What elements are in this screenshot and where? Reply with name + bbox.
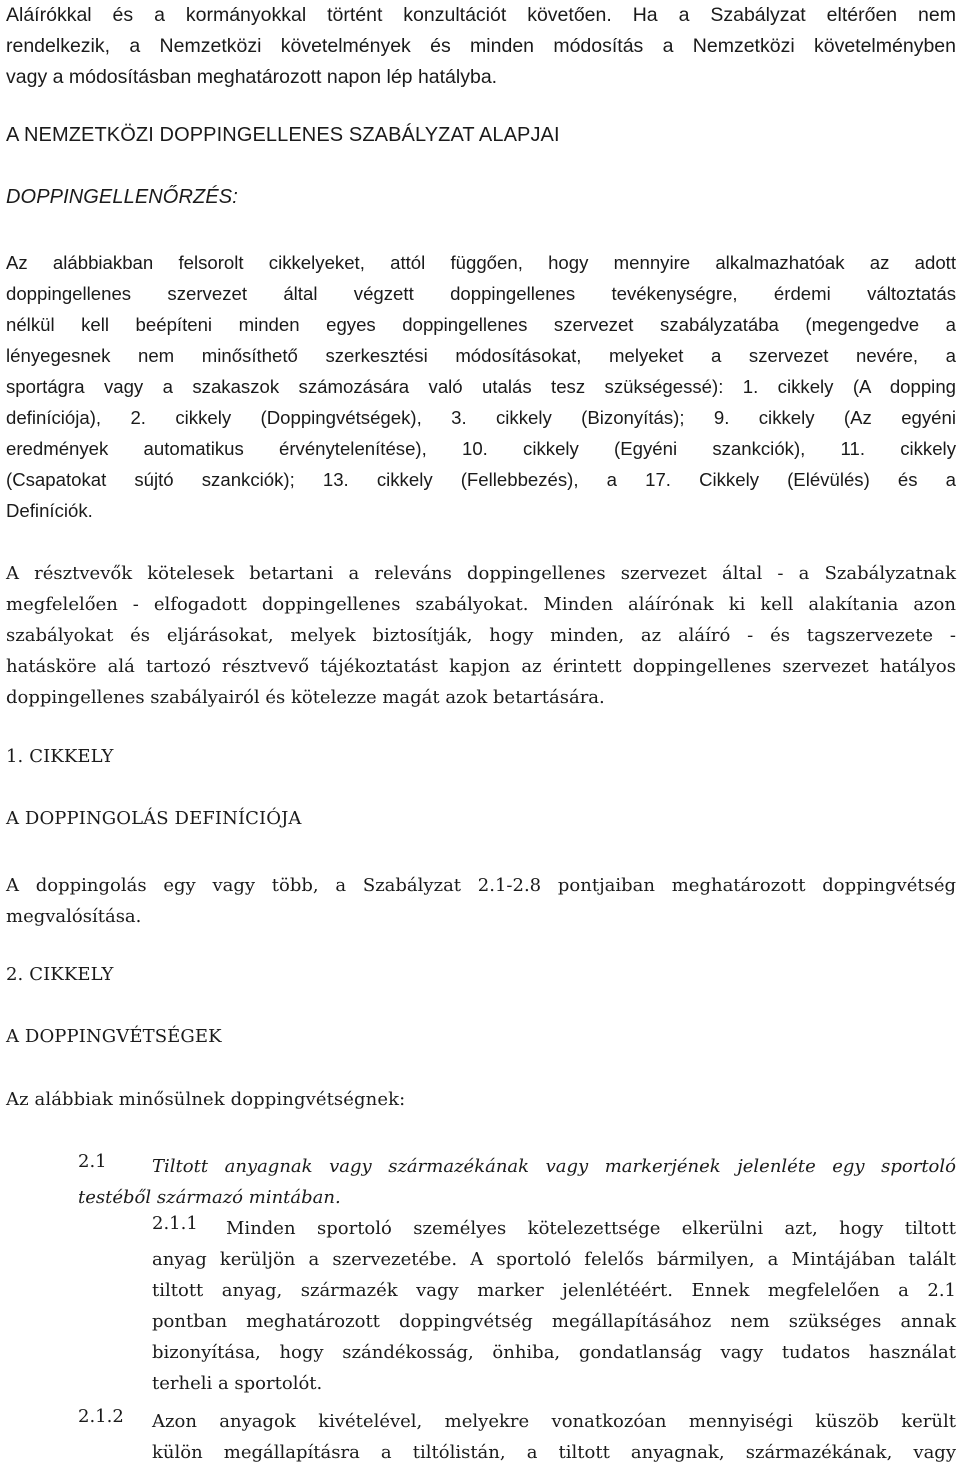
- article-2-number: 2. CIKKELY: [6, 964, 114, 985]
- participants-line: hatásköre alá tartozó résztvevő tájékoztatást kapjon az érintett doppingellenes szervezet hatályos: [6, 656, 956, 677]
- item-2-1-2-number: 2.1.2: [78, 1406, 124, 1427]
- item-2-1-1-line: terheli a sportolót.: [152, 1373, 323, 1394]
- heading-code-basis: A NEMZETKÖZI DOPPINGELLENES SZABÁLYZAT ALAPJAI: [6, 124, 560, 146]
- heading-doping-control: DOPPINGELLENŐRZÉS:: [6, 186, 238, 208]
- item-2-1-line: Tiltott anyagnak vagy származékának vagy markerjének jelenléte egy sportoló: [152, 1156, 956, 1177]
- item-2-1-2-text: [152, 1406, 956, 1468]
- articles-line: doppingellenes szervezet által végzett doppingellenes tevékenységre, érdemi változtatás: [6, 283, 956, 304]
- article-2-title: A DOPPINGVÉTSÉGEK: [6, 1026, 222, 1047]
- intro-line: Aláírókkal és a kormányokkal történt konzultációt követően. Ha a Szabályzat eltérően nem: [6, 4, 956, 26]
- participants-line: A résztvevők kötelesek betartani a releváns doppingellenes szervezet által - a Szabályzatnak: [6, 563, 956, 584]
- participants-line: szabályokat és eljárásokat, melyek biztosítják, hogy minden, az aláíró - és tagszervezete -: [6, 625, 956, 646]
- intro-line: rendelkezik, a Nemzetközi követelmények és minden módosítás a Nemzetközi követelményben: [6, 35, 956, 57]
- item-2-1-1-text: [152, 1244, 956, 1399]
- item-2-1-text: [152, 1151, 956, 1182]
- article-2-intro: Az alábbiak minősülnek doppingvétségnek:: [6, 1089, 406, 1110]
- item-2-1-1-first: [226, 1213, 956, 1244]
- article-1-line: A doppingolás egy vagy több, a Szabályzat 2.1-2.8 pontjaiban meghatározott doppingvétség: [6, 875, 956, 896]
- articles-line: lényegesnek nem minősíthető szerkesztési módosításokat, melyeket a szervezet nevére, a: [6, 345, 956, 366]
- item-2-1-line: testéből származó mintában.: [78, 1187, 341, 1208]
- articles-line: (Csapatokat sújtó szankciók); 13. cikkely (Fellebbezés), a 17. Cikkely (Elévülés) és a: [6, 469, 956, 490]
- article-1-number: 1. CIKKELY: [6, 746, 114, 767]
- item-2-1-2-line: Azon anyagok kivételével, melyekre vonatkozóan mennyiségi küszöb került: [152, 1411, 956, 1432]
- item-2-1-1-line: pontban meghatározott doppingvétség megállapításához nem szükséges annak: [152, 1311, 956, 1332]
- articles-line: Definíciók.: [6, 500, 93, 521]
- article-1-title: A DOPPINGOLÁS DEFINÍCIÓJA: [6, 808, 302, 829]
- participants-line: megfelelően - elfogadott doppingellenes szabályokat. Minden aláírónak ki kell alakítania azon: [6, 594, 956, 615]
- participants-line: doppingellenes szabályairól és kötelezze magát azok betartására.: [6, 687, 605, 708]
- articles-line: Az alábbiakban felsorolt cikkelyeket, attól függően, hogy mennyire alkalmazhatóak az adott: [6, 252, 956, 273]
- item-2-1-number: 2.1: [78, 1151, 107, 1172]
- articles-line: sportágra vagy a szakaszok számozására való utalás tesz szükségessé): 1. cikkely (A dopping: [6, 376, 956, 397]
- articles-line: eredmények automatikus érvénytelenítése), 10. cikkely (Egyéni szankciók), 11. cikkely: [6, 438, 956, 459]
- articles-line: definíciója), 2. cikkely (Doppingvétségek), 3. cikkely (Bizonyítás); 9. cikkely (Az egyéni: [6, 407, 956, 428]
- articles-line: nélkül kell beépíteni minden egyes doppingellenes szervezet szabályzatába (megengedve a: [6, 314, 956, 335]
- item-2-1-1-line: Minden sportoló személyes kötelezettsége elkerülni azt, hogy tiltott: [226, 1218, 956, 1239]
- item-2-1-2-line: külön megállapításra a tiltólistán, a tiltott anyagnak, származékának, vagy: [152, 1442, 956, 1463]
- item-2-1-1-number: 2.1.1: [152, 1213, 198, 1234]
- item-2-1-text-cont: [78, 1182, 956, 1213]
- article-1-line: megvalósítása.: [6, 906, 142, 927]
- item-2-1-1-line: anyag kerüljön a szervezetébe. A sportoló felelős bármilyen, a Mintájában talált: [152, 1249, 956, 1270]
- item-2-1-1-line: tiltott anyag, származék vagy marker jelenlétéért. Ennek megfelelően a 2.1: [152, 1280, 956, 1301]
- item-2-1-1-line: bizonyítása, hogy szándékosság, önhiba, gondatlanság vagy tudatos használat: [152, 1342, 956, 1363]
- intro-line: vagy a módosításban meghatározott napon lép hatályba.: [6, 66, 498, 88]
